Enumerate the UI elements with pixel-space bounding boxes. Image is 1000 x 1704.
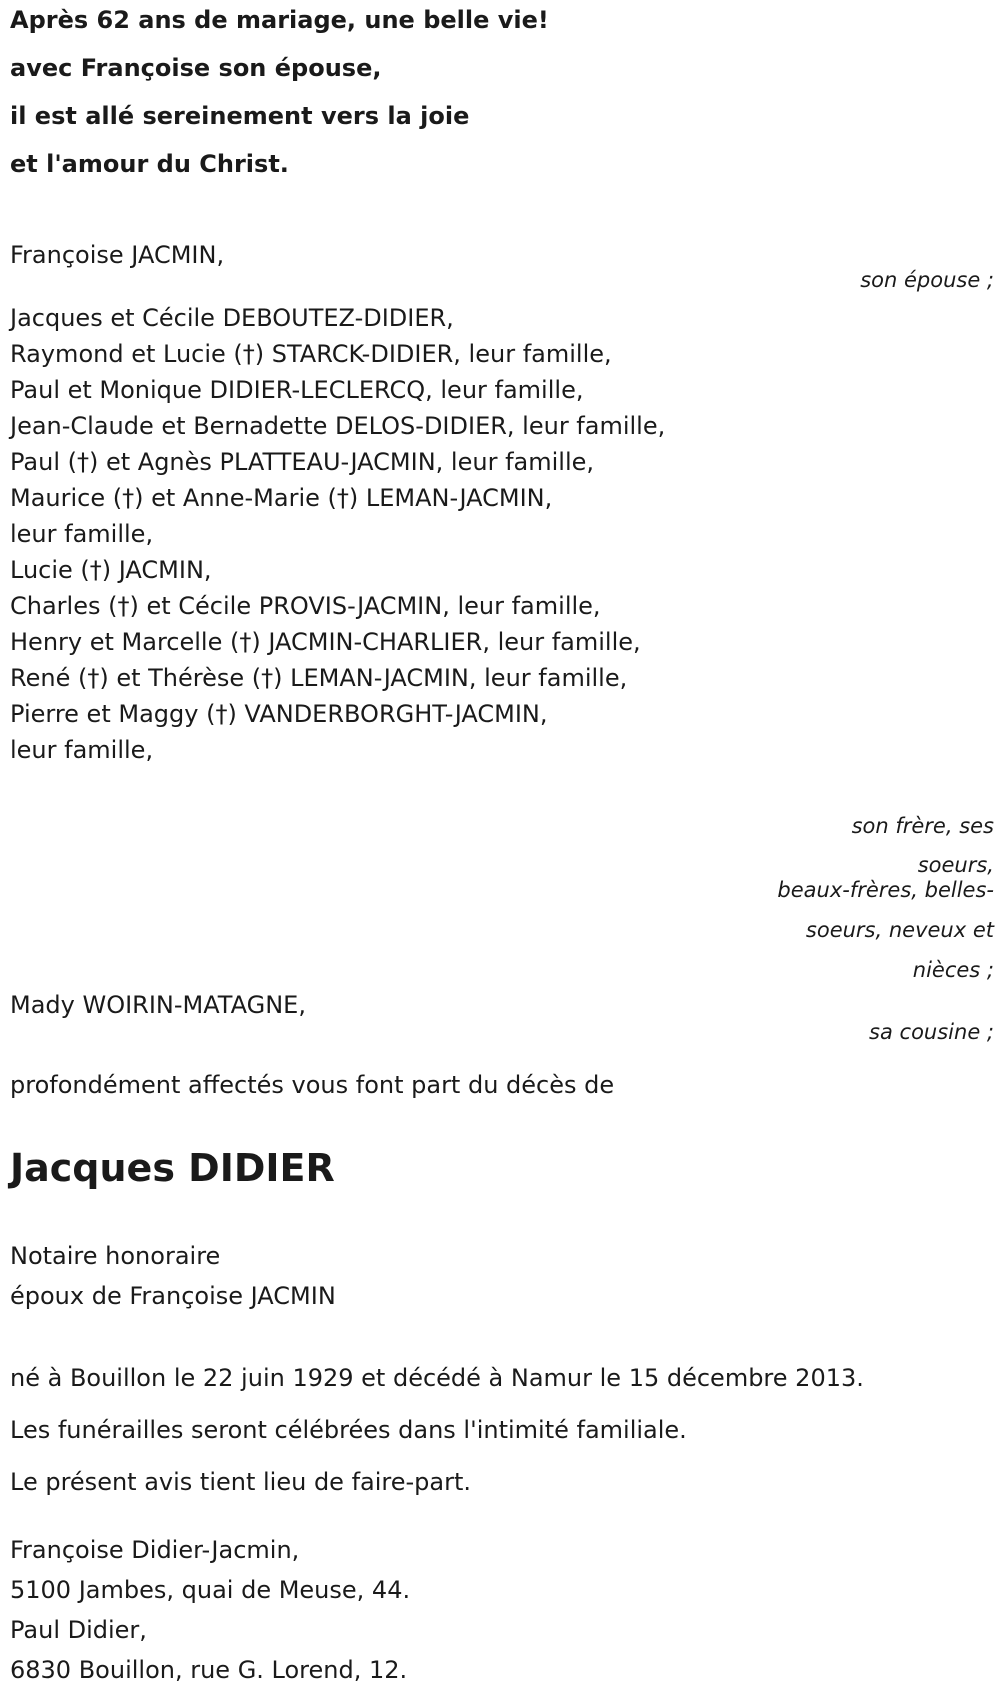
family-member: Lucie (†) JACMIN, [10,556,212,584]
cousin-name: Mady WOIRIN-MATAGNE, [10,991,306,1019]
family-member: Pierre et Maggy (†) VANDERBORGHT-JACMIN, [10,700,548,728]
intro-verse [10,6,710,198]
detail-line: Les funérailles seront célébrées dans l'intimité familiale. [10,1416,687,1444]
detail-line: Le présent avis tient lieu de faire-part. [10,1468,472,1496]
family-relation-line: son frère, ses [851,814,994,838]
intro-line: Après 62 ans de mariage, une belle vie! [10,6,549,34]
detail-line: né à Bouillon le 22 juin 1929 et décédé à Namur le 15 décembre 2013. [10,1364,864,1392]
family-member: Jean-Claude et Bernadette DELOS-DIDIER, leur famille, [10,412,666,440]
intro-line: avec Françoise son épouse, [10,54,382,82]
family-relation-line: soeurs, neveux et [805,918,994,942]
family-member: Raymond et Lucie (†) STARCK-DIDIER, leur famille, [10,340,612,368]
family-relation-line: beaux-frères, belles- [777,878,994,902]
spouse-relation: son épouse ; [860,268,994,292]
contact-line: Paul Didier, [10,1616,147,1644]
family-list [10,300,740,768]
family-relation-line: nièces ; [912,958,994,982]
contacts [10,1530,410,1690]
family-relation-line: soeurs, [917,853,994,877]
intro-line: et l'amour du Christ. [10,150,289,178]
family-member: leur famille, [10,736,154,764]
family-relation [754,806,994,990]
contact-line: 6830 Bouillon, rue G. Lorend, 12. [10,1656,408,1684]
family-member: Paul et Monique DIDIER-LECLERCQ, leur famille, [10,376,584,404]
family-member: Maurice (†) et Anne-Marie (†) LEMAN-JACMIN, [10,484,553,512]
spouse-name: Françoise JACMIN, [10,241,225,269]
announcement-text: profondément affectés vous font part du décès de [10,1071,615,1099]
cousin-relation: sa cousine ; [869,1020,994,1044]
deceased-name: Jacques DIDIER [10,1146,335,1190]
details [10,1352,864,1508]
intro-line: il est allé sereinement vers la joie [10,102,470,130]
family-member: Henry et Marcelle (†) JACMIN-CHARLIER, leur famille, [10,628,641,656]
family-member: Charles (†) et Cécile PROVIS-JACMIN, leur famille, [10,592,601,620]
title-line: époux de Françoise JACMIN [10,1282,336,1310]
contact-line: 5100 Jambes, quai de Meuse, 44. [10,1576,411,1604]
deceased-titles [10,1236,336,1316]
title-line: Notaire honoraire [10,1242,221,1270]
family-member: Jacques et Cécile DEBOUTEZ-DIDIER, [10,304,454,332]
family-member: leur famille, [10,520,154,548]
family-member: Paul (†) et Agnès PLATTEAU-JACMIN, leur famille, [10,448,595,476]
contact-line: Françoise Didier-Jacmin, [10,1536,300,1564]
family-member: René (†) et Thérèse (†) LEMAN-JACMIN, leur famille, [10,664,628,692]
